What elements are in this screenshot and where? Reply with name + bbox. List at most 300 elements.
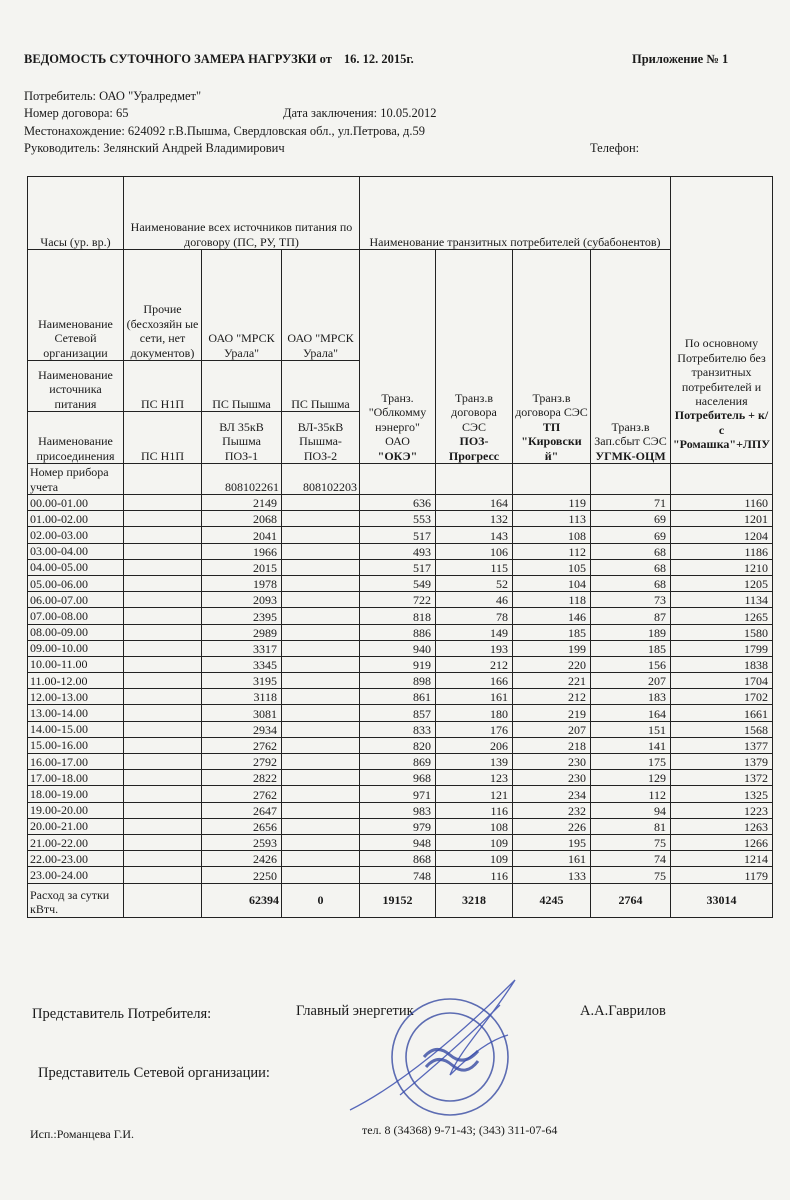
consumer-rep-label: Представитель Потребителя: <box>32 1006 212 1022</box>
value-c-cell: 979 <box>360 818 436 834</box>
value-b-cell <box>282 640 360 656</box>
value-f-cell: 68 <box>591 559 671 575</box>
value-b-cell <box>282 754 360 770</box>
hour-cell: 20.00-21.00 <box>28 818 124 834</box>
table-row <box>28 818 773 834</box>
value-a-cell: 2041 <box>202 527 282 543</box>
hour-cell: 15.00-16.00 <box>28 737 124 753</box>
hour-cell: 10.00-11.00 <box>28 656 124 672</box>
value-d-cell: 109 <box>436 834 513 850</box>
other-cell <box>124 834 202 850</box>
value-a-cell: 2762 <box>202 737 282 753</box>
signer-name: А.А.Гаврилов <box>580 1003 666 1019</box>
source-mrsk-2: ОАО "МРСК Урала" <box>282 250 360 361</box>
value-d-cell: 106 <box>436 543 513 559</box>
value-a-cell: 3081 <box>202 705 282 721</box>
table-row <box>28 511 773 527</box>
hour-cell: 19.00-20.00 <box>28 802 124 818</box>
value-d-cell: 115 <box>436 559 513 575</box>
contract-number: Номер договора: 65 <box>24 106 129 120</box>
hour-cell: 18.00-19.00 <box>28 786 124 802</box>
other-cell <box>124 511 202 527</box>
other-cell <box>124 786 202 802</box>
hour-cell: 21.00-22.00 <box>28 834 124 850</box>
value-g-cell: 1214 <box>671 851 773 867</box>
value-e-cell: 113 <box>513 511 591 527</box>
total-f: 2764 <box>591 883 671 917</box>
table-row <box>28 592 773 608</box>
value-f-cell: 112 <box>591 786 671 802</box>
transit-kirovsky-name: ТП "Кировски й" <box>521 419 582 463</box>
table-row <box>28 575 773 591</box>
location-line: Местонахождение: 624092 г.В.Пышма, Свердловская обл., ул.Петрова, д.59 <box>24 124 426 138</box>
value-b-cell <box>282 559 360 575</box>
value-f-cell: 175 <box>591 754 671 770</box>
value-b-cell <box>282 851 360 867</box>
value-b-cell <box>282 721 360 737</box>
stamp-and-signature <box>340 975 530 1120</box>
other-cell <box>124 818 202 834</box>
value-c-cell: 748 <box>360 867 436 883</box>
header-transit: Наименование транзитных потребителей (субабонентов) <box>360 177 671 250</box>
value-a-cell: 2989 <box>202 624 282 640</box>
table-row <box>28 770 773 786</box>
value-b-cell <box>282 608 360 624</box>
value-c-cell: 886 <box>360 624 436 640</box>
value-g-cell: 1580 <box>671 624 773 640</box>
value-f-cell: 156 <box>591 656 671 672</box>
meter-empty <box>124 464 202 495</box>
header-sources: Наименование всех источников питания по договору (ПС, РУ, ТП) <box>124 177 360 250</box>
value-e-cell: 226 <box>513 818 591 834</box>
other-cell <box>124 543 202 559</box>
value-b-cell <box>282 673 360 689</box>
hour-cell: 17.00-18.00 <box>28 770 124 786</box>
transit-poz-label: Транз.в договора СЭС <box>451 391 497 434</box>
value-a-cell: 2792 <box>202 754 282 770</box>
value-d-cell: 116 <box>436 867 513 883</box>
value-g-cell: 1266 <box>671 834 773 850</box>
row-label-power-source: Наименование источника питания <box>28 361 124 412</box>
row-label-connection: Наименование присоединения <box>28 412 124 464</box>
value-e-cell: 119 <box>513 495 591 511</box>
value-c-cell: 868 <box>360 851 436 867</box>
document-title <box>24 52 414 67</box>
value-c-cell: 857 <box>360 705 436 721</box>
table-row <box>28 495 773 511</box>
value-e-cell: 207 <box>513 721 591 737</box>
value-f-cell: 69 <box>591 511 671 527</box>
value-f-cell: 87 <box>591 608 671 624</box>
report-date: 16. 12. 2015г. <box>343 52 414 66</box>
value-a-cell: 2822 <box>202 770 282 786</box>
value-d-cell: 52 <box>436 575 513 591</box>
table-row <box>28 851 773 867</box>
transit-kirovsky <box>513 250 591 464</box>
value-g-cell: 1325 <box>671 786 773 802</box>
value-b-cell <box>282 770 360 786</box>
value-f-cell: 69 <box>591 527 671 543</box>
table-row <box>28 656 773 672</box>
other-cell <box>124 656 202 672</box>
value-e-cell: 234 <box>513 786 591 802</box>
value-b-cell <box>282 737 360 753</box>
transit-kirovsky-label: Транз.в договора СЭС <box>515 391 588 420</box>
transit-poz-name: ПОЗ-Прогресс <box>448 434 500 463</box>
value-c-cell: 971 <box>360 786 436 802</box>
value-g-cell: 1377 <box>671 737 773 753</box>
hour-cell: 03.00-04.00 <box>28 543 124 559</box>
total-b: 0 <box>282 883 360 917</box>
executor: Исп.:Романцева Г.И. <box>30 1127 134 1141</box>
ps-mrsk-1: ПС Пышма <box>202 361 282 412</box>
value-d-cell: 164 <box>436 495 513 511</box>
value-f-cell: 75 <box>591 867 671 883</box>
value-a-cell: 2656 <box>202 818 282 834</box>
table-row <box>28 624 773 640</box>
value-a-cell: 2934 <box>202 721 282 737</box>
transit-poz-progress <box>436 250 513 464</box>
other-cell <box>124 592 202 608</box>
transit-ugmk <box>591 250 671 464</box>
value-g-cell: 1179 <box>671 867 773 883</box>
value-c-cell: 940 <box>360 640 436 656</box>
value-e-cell: 199 <box>513 640 591 656</box>
table-row <box>28 721 773 737</box>
value-g-cell: 1263 <box>671 818 773 834</box>
value-f-cell: 164 <box>591 705 671 721</box>
value-a-cell: 2762 <box>202 786 282 802</box>
table-row <box>28 689 773 705</box>
value-d-cell: 108 <box>436 818 513 834</box>
value-a-cell: 3317 <box>202 640 282 656</box>
hour-cell: 14.00-15.00 <box>28 721 124 737</box>
header-hours: Часы (ур. вр.) <box>28 177 124 250</box>
phone-label: Телефон: <box>590 141 640 155</box>
value-a-cell: 2068 <box>202 511 282 527</box>
value-c-cell: 869 <box>360 754 436 770</box>
total-d: 3218 <box>436 883 513 917</box>
value-d-cell: 161 <box>436 689 513 705</box>
value-e-cell: 133 <box>513 867 591 883</box>
value-b-cell <box>282 592 360 608</box>
hour-cell: 12.00-13.00 <box>28 689 124 705</box>
value-c-cell: 636 <box>360 495 436 511</box>
value-c-cell: 968 <box>360 770 436 786</box>
value-c-cell: 948 <box>360 834 436 850</box>
value-e-cell: 146 <box>513 608 591 624</box>
value-e-cell: 195 <box>513 834 591 850</box>
value-b-cell <box>282 705 360 721</box>
hour-cell: 05.00-06.00 <box>28 575 124 591</box>
value-c-cell: 919 <box>360 656 436 672</box>
value-b-cell <box>282 495 360 511</box>
meter-blank-d <box>436 464 513 495</box>
value-g-cell: 1838 <box>671 656 773 672</box>
value-a-cell: 2593 <box>202 834 282 850</box>
value-b-cell <box>282 527 360 543</box>
value-c-cell: 493 <box>360 543 436 559</box>
transit-ugmk-name: УГМК-ОЦМ <box>595 448 666 463</box>
value-b-cell <box>282 786 360 802</box>
table-row <box>28 705 773 721</box>
value-c-cell: 818 <box>360 608 436 624</box>
value-g-cell: 1201 <box>671 511 773 527</box>
position-label: Главный энергетик <box>296 1003 414 1019</box>
source-mrsk-1: ОАО "МРСК Урала" <box>202 250 282 361</box>
transit-okae-label: Транз. "Облкомму нэнерго" ОАО <box>368 391 427 449</box>
hour-cell: 08.00-09.00 <box>28 624 124 640</box>
value-e-cell: 112 <box>513 543 591 559</box>
hour-cell: 16.00-17.00 <box>28 754 124 770</box>
value-d-cell: 149 <box>436 624 513 640</box>
value-a-cell: 1966 <box>202 543 282 559</box>
table-row <box>28 543 773 559</box>
table-row <box>28 802 773 818</box>
value-e-cell: 230 <box>513 770 591 786</box>
value-g-cell: 1160 <box>671 495 773 511</box>
value-a-cell: 2015 <box>202 559 282 575</box>
value-d-cell: 109 <box>436 851 513 867</box>
value-a-cell: 2093 <box>202 592 282 608</box>
value-f-cell: 81 <box>591 818 671 834</box>
value-e-cell: 105 <box>513 559 591 575</box>
main-consumer-desc: По основному Потребителю без транзитных потребителей и населения <box>677 336 766 408</box>
value-f-cell: 207 <box>591 673 671 689</box>
other-cell <box>124 705 202 721</box>
other-cell <box>124 770 202 786</box>
value-a-cell: 3195 <box>202 673 282 689</box>
value-d-cell: 132 <box>436 511 513 527</box>
value-f-cell: 71 <box>591 495 671 511</box>
value-g-cell: 1661 <box>671 705 773 721</box>
hourly-rows <box>28 495 773 884</box>
value-b-cell <box>282 802 360 818</box>
total-a: 62394 <box>202 883 282 917</box>
value-g-cell: 1134 <box>671 592 773 608</box>
value-g-cell: 1379 <box>671 754 773 770</box>
conn-mrsk-2: ВЛ-35кВ Пышма-ПОЗ-2 <box>282 412 360 464</box>
value-b-cell <box>282 818 360 834</box>
other-cell <box>124 851 202 867</box>
hour-cell: 00.00-01.00 <box>28 495 124 511</box>
table-row <box>28 834 773 850</box>
table-row <box>28 527 773 543</box>
value-g-cell: 1210 <box>671 559 773 575</box>
value-a-cell: 2395 <box>202 608 282 624</box>
value-c-cell: 517 <box>360 527 436 543</box>
hour-cell: 01.00-02.00 <box>28 511 124 527</box>
value-g-cell: 1568 <box>671 721 773 737</box>
value-f-cell: 183 <box>591 689 671 705</box>
value-g-cell: 1372 <box>671 770 773 786</box>
value-c-cell: 820 <box>360 737 436 753</box>
other-cell <box>124 673 202 689</box>
value-b-cell <box>282 575 360 591</box>
other-cell <box>124 608 202 624</box>
value-d-cell: 78 <box>436 608 513 624</box>
value-f-cell: 75 <box>591 834 671 850</box>
value-g-cell: 1702 <box>671 689 773 705</box>
value-b-cell <box>282 624 360 640</box>
value-g-cell: 1265 <box>671 608 773 624</box>
value-c-cell: 553 <box>360 511 436 527</box>
other-cell <box>124 559 202 575</box>
value-f-cell: 185 <box>591 640 671 656</box>
load-measurement-table <box>27 176 773 918</box>
total-empty <box>124 883 202 917</box>
value-a-cell: 3118 <box>202 689 282 705</box>
other-cell <box>124 867 202 883</box>
value-a-cell: 2149 <box>202 495 282 511</box>
value-d-cell: 143 <box>436 527 513 543</box>
header-main-consumer <box>671 177 773 464</box>
value-d-cell: 166 <box>436 673 513 689</box>
table-row <box>28 754 773 770</box>
value-a-cell: 2250 <box>202 867 282 883</box>
consumer-line: Потребитель: ОАО "Уралредмет" <box>24 89 202 103</box>
value-b-cell <box>282 689 360 705</box>
transit-okae <box>360 250 436 464</box>
value-f-cell: 73 <box>591 592 671 608</box>
value-a-cell: 3345 <box>202 656 282 672</box>
value-c-cell: 898 <box>360 673 436 689</box>
value-e-cell: 161 <box>513 851 591 867</box>
hour-cell: 04.00-05.00 <box>28 559 124 575</box>
table-row <box>28 867 773 883</box>
other-cell <box>124 689 202 705</box>
hour-cell: 02.00-03.00 <box>28 527 124 543</box>
table-row <box>28 786 773 802</box>
contact-phone: тел. 8 (34368) 9-71-43; (343) 311-07-64 <box>362 1123 558 1137</box>
value-b-cell <box>282 543 360 559</box>
value-d-cell: 193 <box>436 640 513 656</box>
meter-blank-e <box>513 464 591 495</box>
value-e-cell: 230 <box>513 754 591 770</box>
value-f-cell: 151 <box>591 721 671 737</box>
value-d-cell: 180 <box>436 705 513 721</box>
value-b-cell <box>282 834 360 850</box>
value-d-cell: 123 <box>436 770 513 786</box>
meter-blank-c <box>360 464 436 495</box>
total-label: Расход за сутки кВтч. <box>28 883 124 917</box>
value-f-cell: 68 <box>591 575 671 591</box>
network-rep-label: Представитель Сетевой организации: <box>38 1065 270 1081</box>
appendix-label: Приложение № 1 <box>632 52 729 66</box>
title-text: ВЕДОМОСТЬ СУТОЧНОГО ЗАМЕРА НАГРУЗКИ от <box>24 52 332 66</box>
conn-mrsk-1: ВЛ 35кВ Пышма ПОЗ-1 <box>202 412 282 464</box>
meter-blank-g <box>671 464 773 495</box>
table-row <box>28 673 773 689</box>
table-row <box>28 608 773 624</box>
value-e-cell: 221 <box>513 673 591 689</box>
director-line: Руководитель: Зелянский Андрей Владимирович <box>24 141 285 155</box>
other-cell <box>124 721 202 737</box>
value-b-cell <box>282 511 360 527</box>
value-g-cell: 1205 <box>671 575 773 591</box>
hour-cell: 11.00-12.00 <box>28 673 124 689</box>
value-g-cell: 1704 <box>671 673 773 689</box>
value-e-cell: 104 <box>513 575 591 591</box>
contract-date: Дата заключения: 10.05.2012 <box>283 106 437 120</box>
other-cell <box>124 527 202 543</box>
value-d-cell: 212 <box>436 656 513 672</box>
value-d-cell: 121 <box>436 786 513 802</box>
transit-okae-name: "ОКЭ" <box>377 448 418 463</box>
row-label-meter: Номер прибора учета <box>28 464 124 495</box>
value-f-cell: 68 <box>591 543 671 559</box>
total-e: 4245 <box>513 883 591 917</box>
transit-ugmk-label: Транз.в Зап.сбыт СЭС <box>594 419 667 449</box>
value-c-cell: 861 <box>360 689 436 705</box>
value-f-cell: 74 <box>591 851 671 867</box>
value-e-cell: 108 <box>513 527 591 543</box>
value-f-cell: 189 <box>591 624 671 640</box>
value-d-cell: 139 <box>436 754 513 770</box>
hour-cell: 22.00-23.00 <box>28 851 124 867</box>
hour-cell: 13.00-14.00 <box>28 705 124 721</box>
value-a-cell: 2426 <box>202 851 282 867</box>
ps-other: ПС Н1П <box>124 361 202 412</box>
hour-cell: 23.00-24.00 <box>28 867 124 883</box>
value-e-cell: 118 <box>513 592 591 608</box>
value-d-cell: 206 <box>436 737 513 753</box>
value-c-cell: 833 <box>360 721 436 737</box>
value-g-cell: 1799 <box>671 640 773 656</box>
other-cell <box>124 737 202 753</box>
other-cell <box>124 495 202 511</box>
value-g-cell: 1186 <box>671 543 773 559</box>
value-e-cell: 219 <box>513 705 591 721</box>
ps-mrsk-2: ПС Пышма <box>282 361 360 412</box>
other-cell <box>124 754 202 770</box>
row-label-network-org: Наименование Сетевой организации <box>28 250 124 361</box>
value-e-cell: 185 <box>513 624 591 640</box>
source-other: Прочие (бесхозяйн ые сети, нет документов) <box>124 250 202 361</box>
value-a-cell: 1978 <box>202 575 282 591</box>
hour-cell: 07.00-08.00 <box>28 608 124 624</box>
total-g: 33014 <box>671 883 773 917</box>
value-f-cell: 94 <box>591 802 671 818</box>
value-c-cell: 517 <box>360 559 436 575</box>
value-e-cell: 220 <box>513 656 591 672</box>
value-d-cell: 176 <box>436 721 513 737</box>
value-b-cell <box>282 867 360 883</box>
table-row <box>28 559 773 575</box>
value-e-cell: 232 <box>513 802 591 818</box>
other-cell <box>124 640 202 656</box>
value-g-cell: 1223 <box>671 802 773 818</box>
value-g-cell: 1204 <box>671 527 773 543</box>
value-f-cell: 141 <box>591 737 671 753</box>
meter-blank-f <box>591 464 671 495</box>
value-c-cell: 722 <box>360 592 436 608</box>
value-f-cell: 129 <box>591 770 671 786</box>
value-d-cell: 46 <box>436 592 513 608</box>
value-c-cell: 549 <box>360 575 436 591</box>
value-a-cell: 2647 <box>202 802 282 818</box>
other-cell <box>124 575 202 591</box>
other-cell <box>124 802 202 818</box>
total-c: 19152 <box>360 883 436 917</box>
conn-other: ПС Н1П <box>124 412 202 464</box>
main-consumer-sub: Потребитель + к/с "Ромашка"+ЛПУ <box>673 408 771 452</box>
hour-cell: 09.00-10.00 <box>28 640 124 656</box>
value-e-cell: 212 <box>513 689 591 705</box>
value-c-cell: 983 <box>360 802 436 818</box>
table-row <box>28 737 773 753</box>
table-row <box>28 640 773 656</box>
